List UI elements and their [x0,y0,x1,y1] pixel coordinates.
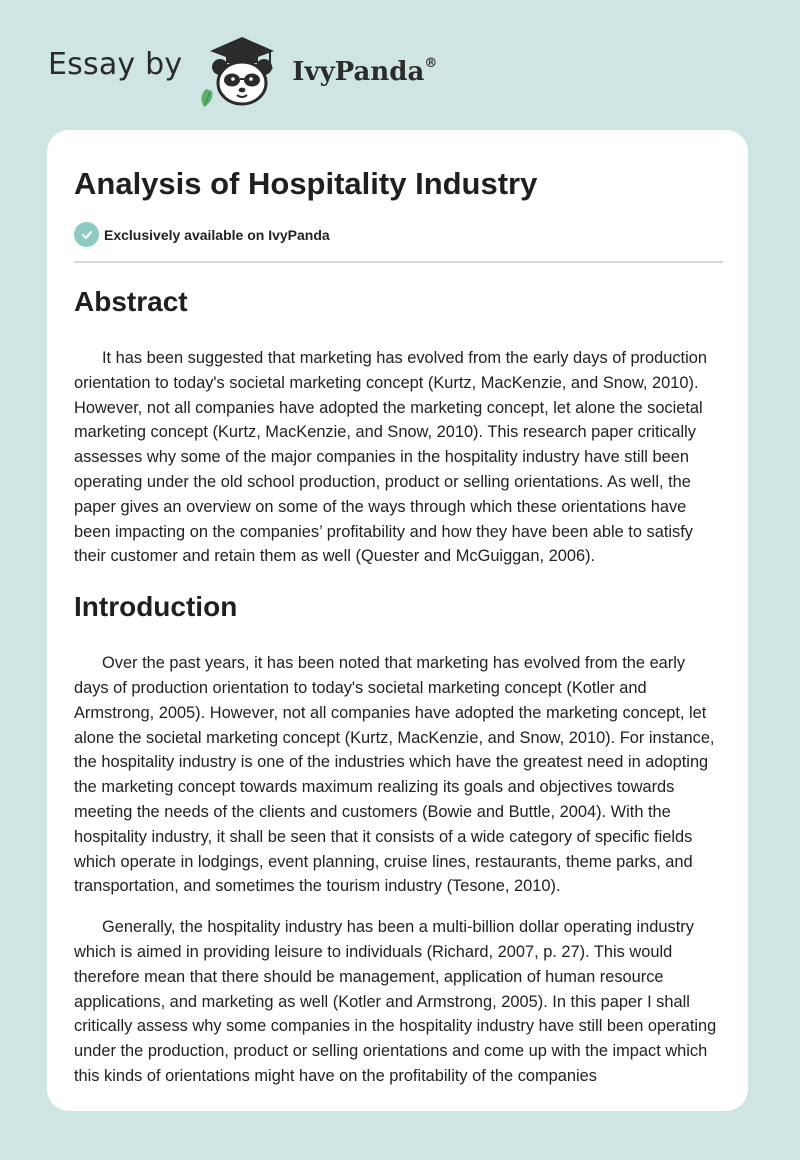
check-circle-icon [74,222,99,247]
panda-graduate-icon [196,31,288,109]
section-abstract [74,280,723,569]
paragraph: Over the past years, it has been noted that marketing has evolved from the early days of production orientation to today's societal marketing concept (Kotler and Armstrong, 2005). However, not all companies have adopted the marketing concept, let alone the societal marketing concept (Kurtz, MacKenzie, and Snow, 2010). For instance, the hospitality industry is one of the industries which have the greatest need in adopting the marketing concept towards maximum realizing its goals and objectives towards meeting the needs of the clients and customers (Bowie and Buttle, 2004). With the hospitality industry, it shall be seen that it consists of a wide category of specific fields which operate in lodgings, event planning, cruise lines, restaurants, theme parks, and transportation, and sometimes the tourism industry (Tesone, 2010). [74,654,715,896]
site-brand[interactable] [48,30,437,110]
brand-prefix: Essay by [48,46,183,82]
paragraph: It has been suggested that marketing has evolved from the early days of production orientation to today's societal marketing concept (Kurtz, MacKenzie, and Snow, 2010). However, not all companies have adopted the marketing concept, let alone the societal marketing concept (Kurtz, MacKenzie, and Snow, 2010). This research paper critically assesses why some of the major companies in the hospitality industry have still been operating under the old school production, product or selling orientations. As well, the paper gives an overview on some of the ways through which these orientations have been impacting on the companies’ profitability and how they have been able to satisfy their customer and retain them as well (Quester and McGuiggan, 2006). [74,349,707,566]
badge-text: Exclusively available on IvyPanda [104,226,330,243]
section-heading: Abstract [74,286,188,317]
section-heading: Introduction [74,591,238,623]
exclusive-badge [74,222,330,247]
title-divider [74,261,723,263]
essay-body [74,280,723,1089]
brand-name: IvyPanda® [292,56,438,87]
paragraph: Generally, the hospitality industry has been a multi-billion dollar operating industry which is aimed in providing leisure to individuals (Richard, 2007, p. 27). This would therefore mean that there should be management, application of human resource applications, and marketing as well (Kotler and Armstrong, 2005). In this paper I shall critically assess why some companies in the hospitality industry have still been operating under the production, product or selling orientations and come up with the impact which this kinds of orientations might have on the profitability of the companies [74,918,717,1085]
essay-title: Analysis of Hospitality Industry [74,166,538,201]
registered-mark: ® [424,56,438,72]
essay-card [47,130,748,1111]
section-introduction [74,585,723,1089]
